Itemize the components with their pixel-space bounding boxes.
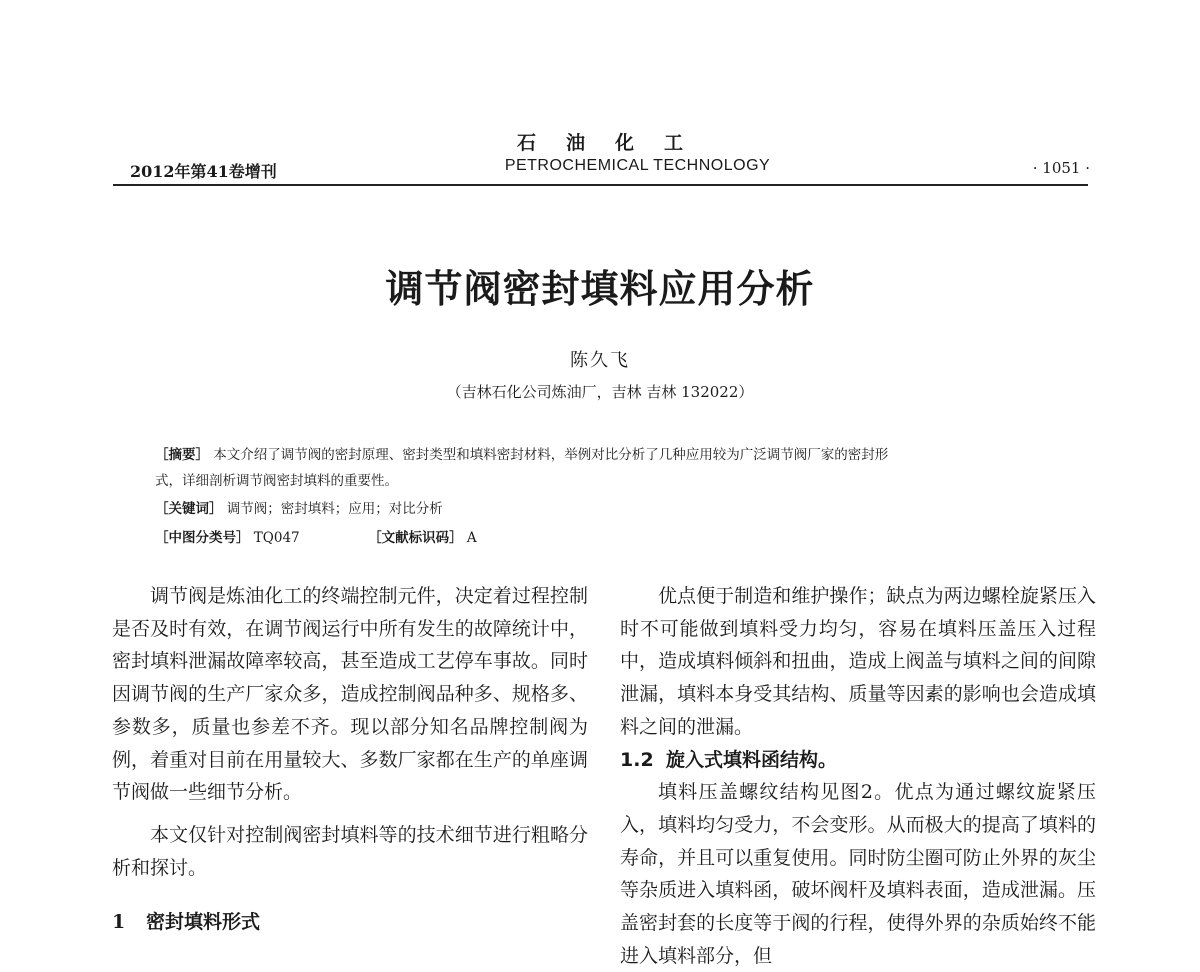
- doc-code-value: A: [466, 530, 477, 546]
- issue-info: 2012年第41卷增刊: [130, 162, 277, 181]
- classification-line: [155, 525, 1055, 551]
- article-author: 陈久飞: [570, 350, 630, 371]
- keywords-text: 调节阀；密封填料；应用；对比分析: [226, 501, 443, 517]
- section-heading: [112, 906, 588, 939]
- abstract-label: ［摘要］: [155, 447, 209, 463]
- doc-code-label: ［文献标识码］: [368, 530, 463, 546]
- subsection-number: 1.2: [620, 748, 654, 771]
- keywords-line: [155, 496, 1055, 522]
- abstract-text-1: 本文介绍了调节阀的密封原理、密封类型和填料密封材料，举例对比分析了几种应用较为广泛调节阀厂家的密封形: [213, 447, 889, 463]
- author-affiliation: （吉林石化公司炼油厂，吉林 吉林 132022）: [446, 383, 754, 401]
- journal-name-cn: 石油化工: [516, 132, 713, 154]
- abstract-line-1: [155, 442, 1055, 468]
- body-paragraph: 优点便于制造和维护操作；缺点为两边螺栓旋紧压入时不可能做到填料受力均匀，容易在填料压盖压入过程中，造成填料倾斜和扭曲，造成上阀盖与填料之间的间隙泄漏，填料本身受其结构、质量等因素的影响也会造成填料之间的泄漏。: [620, 585, 1096, 738]
- header-rule: [113, 184, 1088, 186]
- left-column: [112, 580, 588, 939]
- body-paragraph: 本文仅针对控制阀密封填料等的技术细节进行粗略分析和探讨。: [112, 823, 588, 879]
- subsection-title: 旋入式填料函结构。: [666, 748, 838, 771]
- page-number: · 1051 ·: [1032, 159, 1090, 177]
- clc-value: TQ047: [253, 530, 300, 546]
- subsection-heading: [620, 744, 1096, 777]
- article-title: 调节阀密封填料应用分析: [385, 267, 815, 311]
- keywords-label: ［关键词］: [155, 501, 223, 517]
- right-column: [620, 580, 1096, 972]
- body-paragraph: 调节阀是炼油化工的终端控制元件，决定着过程控制是否及时有效，在调节阀运行中所有发生的故障统计中，密封填料泄漏故障率较高，甚至造成工艺停车事故。同时因调节阀的生产厂家众多，造成控制阀品种多、规格多、参数多，质量也参差不齐。现以部分知名品牌控制阀为例，着重对目前在用量较大、多数厂家都在生产的单座调节阀做一些细节分析。: [112, 585, 588, 804]
- abstract-line-2: [155, 468, 1055, 494]
- clc-label: ［中图分类号］: [155, 530, 250, 546]
- section-number: 1: [112, 911, 126, 934]
- abstract-text-2: 式，详细剖析调节阀密封填料的重要性。: [155, 473, 398, 489]
- body-paragraph: 填料压盖螺纹结构见图2。优点为通过螺纹旋紧压入，填料均匀受力，不会变形。从而极大的提高了填料的寿命，并且可以重复使用。同时防尘圈可防止外界的灰尘等杂质进入填料函，破坏阀杆及填料表面，造成泄漏。压盖密封套的长度等于阀的行程，使得外界的杂质始终不能进入填料部分，但: [620, 781, 1096, 967]
- journal-name-en: PETROCHEMICAL TECHNOLOGY: [504, 157, 771, 174]
- section-title: 密封填料形式: [146, 911, 261, 934]
